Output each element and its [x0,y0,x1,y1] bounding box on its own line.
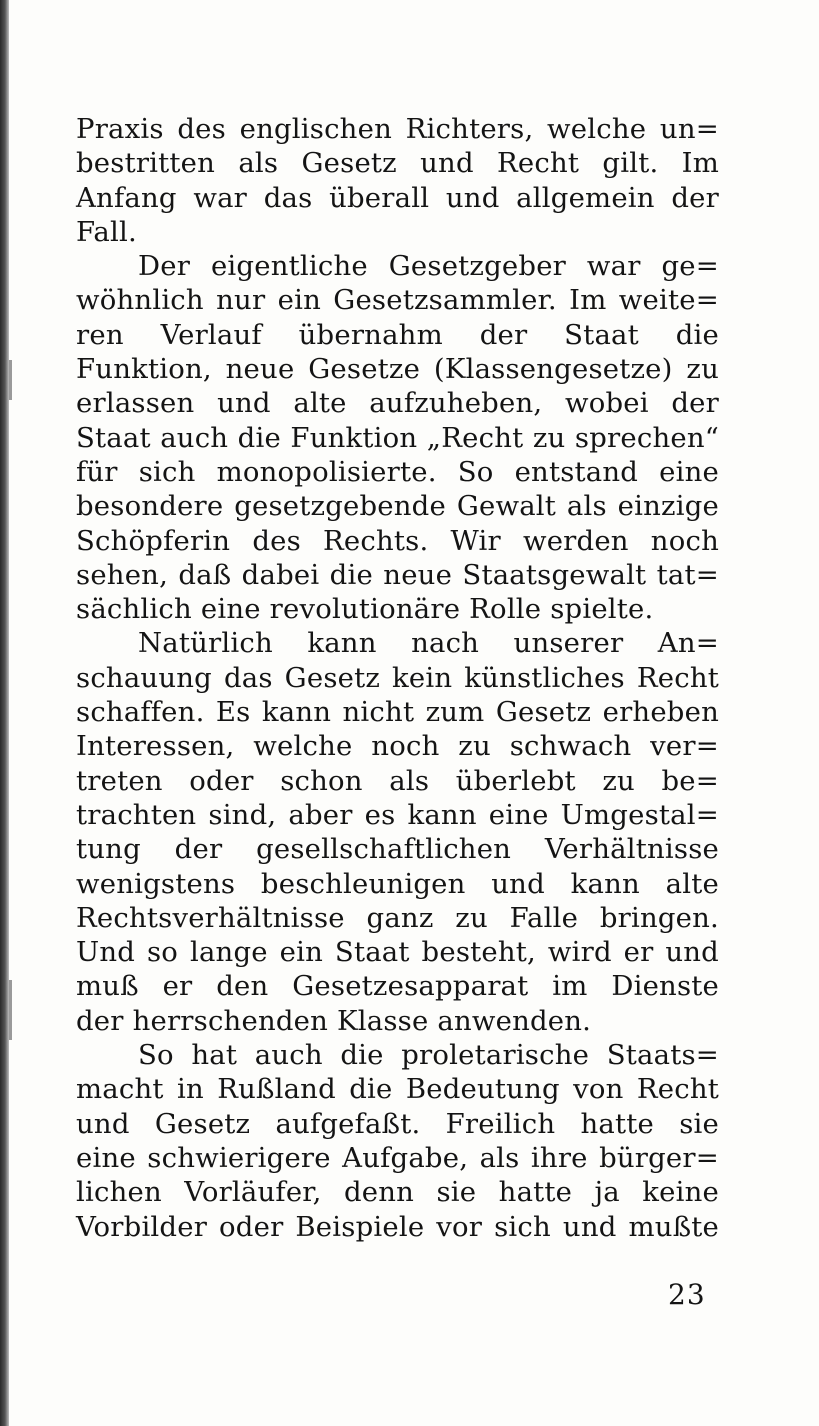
text-line: der herrschenden Klasse anwenden. [76,1004,592,1037]
text-line: wöhnlich nur ein Gesetzsammler. Im weite= [76,284,719,317]
text-line: für sich monopolisierte. So entstand eine [76,455,719,488]
text-line: eine schwierigere Aufgabe, als ihre bürger= [76,1141,719,1174]
text-line: erlassen und alte aufzuheben, wobei der [76,387,719,420]
text-line: Vorbilder oder Beispiele vor sich und mußte [76,1210,719,1243]
text-line: sächlich eine revolutionäre Rolle spielte. [76,593,654,626]
text-line: besondere gesetzgebende Gewalt als einzige [76,490,719,523]
text-line: Interessen, welche noch zu schwach ver= [76,730,719,763]
text-line: Funktion, neue Gesetze (Klassengesetze) zu [76,353,719,386]
text-line: schauung das Gesetz kein künstliches Recht [76,661,719,694]
text-line: Staat auch die Funktion „Recht zu sprechen“ [76,421,719,454]
text-line: Schöpferin des Rechts. Wir werden noch [76,524,719,557]
text-line: ren Verlauf übernahm der Staat die [76,318,719,351]
text-line: treten oder schon als überlebt zu be= [76,764,719,797]
text-line: lichen Vorläufer, denn sie hatte ja keine [76,1176,719,1209]
body-text [76,112,719,1244]
text-line: Fall. [76,215,137,248]
scan-speck [9,360,12,400]
text-line: Und so lange ein Staat besteht, wird er und [76,936,719,969]
text-line: So hat auch die proletarische Staats= [138,1039,719,1072]
text-line: Rechtsverhältnisse ganz zu Falle bringen. [76,901,719,934]
text-line: Praxis des englischen Richters, welche un= [76,113,719,145]
text-line: und Gesetz aufgefaßt. Freilich hatte sie [76,1107,719,1140]
text-line: schaffen. Es kann nicht zum Gesetz erheben [76,696,719,729]
page-number: 23 [668,1278,706,1311]
text-line: Natürlich kann nach unserer An= [138,627,719,660]
text-line: Anfang war das überall und allgemein der [76,181,719,214]
text-line: macht in Rußland die Bedeutung von Recht [76,1073,719,1106]
text-line: sehen, daß dabei die neue Staatsgewalt tat= [76,558,719,591]
text-line: muß er den Gesetzesapparat im Dienste [76,970,719,1003]
text-line: tung der gesellschaftlichen Verhältnisse [76,833,719,866]
text-line: bestritten als Gesetz und Recht gilt. Im [76,147,719,180]
text-line: trachten sind, aber es kann eine Umgestal= [76,798,719,831]
scan-edge [0,0,9,1426]
text-line: Der eigentliche Gesetzgeber war ge= [138,250,719,283]
scan-speck [9,980,12,1040]
text-line: wenigstens beschleunigen und kann alte [76,867,719,900]
